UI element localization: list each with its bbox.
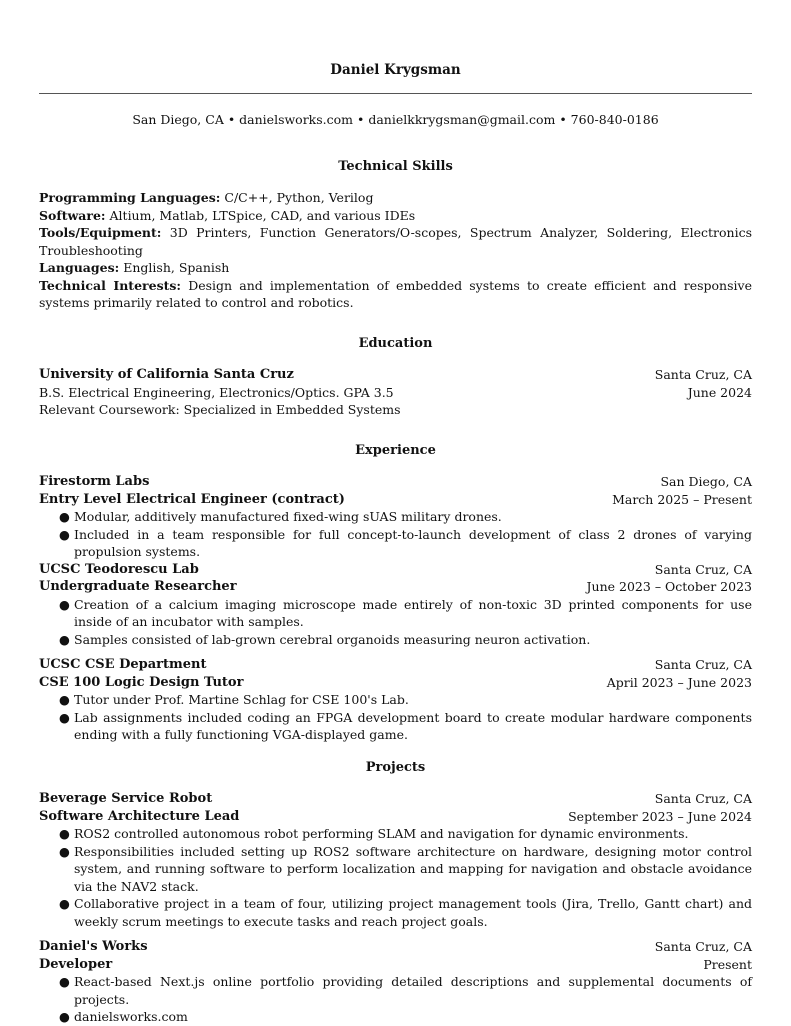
bullet-icon: ● bbox=[59, 896, 70, 911]
bullet-icon: ● bbox=[59, 843, 70, 859]
bullet-item: ● Responsibilities included setting up ROS2 software architecture on hardware, designing motor control system, and running software to perform localization and mapping for navigation and obstacle avoidance via the NAV2 stack. bbox=[59, 843, 752, 894]
experience-entry bbox=[39, 561, 752, 649]
bullet-icon: ● bbox=[59, 974, 70, 989]
skill-label: Technical Interests: bbox=[39, 277, 182, 293]
bullet-list bbox=[39, 508, 752, 561]
project-entry bbox=[39, 790, 752, 930]
school-name: University of California Santa Cruz bbox=[39, 367, 294, 382]
degree: B.S. Electrical Engineering, Electronics/Optics. GPA 3.5 bbox=[39, 384, 394, 400]
skill-line bbox=[39, 259, 752, 277]
bullet-item: ● Tutor under Prof. Martine Schlag for CSE 100's Lab. bbox=[59, 692, 409, 707]
org-location: Santa Cruz, CA bbox=[654, 657, 752, 672]
role-dates: April 2023 – June 2023 bbox=[606, 674, 752, 690]
bullet-icon: ● bbox=[59, 631, 70, 647]
project-dates: September 2023 – June 2024 bbox=[568, 808, 752, 824]
bullet-icon: ● bbox=[59, 509, 70, 524]
school-location: Santa Cruz, CA bbox=[654, 367, 752, 382]
bullet-item: ● ROS2 controlled autonomous robot performing SLAM and navigation for dynamic environments. bbox=[59, 826, 689, 841]
education-heading: Education bbox=[358, 336, 433, 351]
role-dates: March 2025 – Present bbox=[612, 491, 752, 507]
project-location: Santa Cruz, CA bbox=[654, 939, 752, 954]
project-name: Daniel's Works bbox=[39, 939, 148, 954]
role-title: Entry Level Electrical Engineer (contract) bbox=[39, 491, 345, 507]
bullet-item: ● Included in a team responsible for full concept-to-launch development of class 2 drones of varying propulsion systems. bbox=[59, 526, 752, 559]
skill-line bbox=[39, 189, 752, 207]
bullet-icon: ● bbox=[59, 1009, 70, 1024]
contact-line: San Diego, CA • danielsworks.com • danielkkrygsman@gmail.com • 760-840-0186 bbox=[132, 112, 659, 127]
project-name: Beverage Service Robot bbox=[39, 791, 213, 806]
skill-line bbox=[39, 207, 752, 225]
skill-label: Tools/Equipment: bbox=[39, 225, 162, 240]
project-role: Developer bbox=[39, 956, 113, 972]
bullet-icon: ● bbox=[59, 692, 70, 707]
org-name: UCSC Teodorescu Lab bbox=[39, 561, 199, 577]
bullet-list bbox=[39, 691, 752, 744]
bullet-item: ● Creation of a calcium imaging microscope made entirely of non-toxic 3D printed components for use inside of an incubator with samples. bbox=[59, 596, 752, 629]
education-section bbox=[39, 366, 752, 419]
skill-label: Languages: bbox=[39, 260, 120, 275]
bullet-item: ● React-based Next.js online portfolio providing detailed descriptions and supplemental documents of projects. bbox=[59, 974, 752, 1007]
org-location: San Diego, CA bbox=[660, 474, 752, 489]
bullet-item: ● Collaborative project in a team of four, utilizing project management tools (Jira, Trello, Gantt chart) and weekly scrum meetings to execute tasks and reach project goals. bbox=[59, 896, 752, 929]
skill-value: C/C++, Python, Verilog bbox=[224, 190, 374, 205]
role-title: Undergraduate Researcher bbox=[39, 579, 237, 594]
bullet-icon: ● bbox=[59, 596, 70, 612]
experience-heading: Experience bbox=[355, 443, 436, 458]
project-role: Software Architecture Lead bbox=[39, 808, 240, 824]
bullet-icon: ● bbox=[59, 526, 70, 542]
bullet-item bbox=[39, 1008, 752, 1026]
projects-section bbox=[39, 790, 752, 1026]
experience-entry bbox=[39, 656, 752, 744]
experience-entry bbox=[39, 473, 752, 561]
project-location: Santa Cruz, CA bbox=[654, 791, 752, 806]
skill-value: Altium, Matlab, LTSpice, CAD, and various IDEs bbox=[109, 207, 416, 223]
bullet-list bbox=[39, 973, 752, 1026]
org-location: Santa Cruz, CA bbox=[654, 561, 752, 577]
skills-section bbox=[39, 189, 752, 312]
portfolio-link[interactable]: danielsworks.com bbox=[74, 1009, 188, 1024]
role-dates: June 2023 – October 2023 bbox=[586, 579, 752, 594]
skills-heading: Technical Skills bbox=[338, 159, 453, 174]
org-name: UCSC CSE Department bbox=[39, 657, 207, 672]
experience-section bbox=[39, 473, 752, 744]
bullet-list bbox=[39, 596, 752, 649]
skill-value: Design and implementation of embedded systems to create efficient and responsive systems primarily related to control and robotics. bbox=[39, 277, 752, 310]
projects-heading: Projects bbox=[365, 760, 426, 775]
bullet-icon: ● bbox=[59, 709, 70, 725]
skill-line bbox=[39, 277, 752, 312]
skill-value: 3D Printers, Function Generators/O-scopes, Spectrum Analyzer, Soldering, Electronics Troubleshooting bbox=[39, 225, 752, 258]
skill-line bbox=[39, 224, 752, 259]
bullet-item: ● Modular, additively manufactured fixed-wing sUAS military drones. bbox=[59, 509, 502, 524]
skill-label: Programming Languages: bbox=[39, 190, 221, 205]
org-name: Firestorm Labs bbox=[39, 474, 150, 489]
bullet-item: ● Samples consisted of lab-grown cerebral organoids measuring neuron activation. bbox=[59, 631, 591, 647]
graduation-date: June 2024 bbox=[687, 384, 752, 400]
skill-value: English, Spanish bbox=[123, 260, 230, 275]
header-divider bbox=[39, 93, 752, 94]
bullet-item: ● Lab assignments included coding an FPGA development board to create modular hardware components ending with a fully functioning VGA-displayed game. bbox=[59, 709, 752, 742]
bullet-icon: ● bbox=[59, 826, 70, 841]
coursework: Relevant Coursework: Specialized in Embedded Systems bbox=[39, 402, 401, 417]
project-dates: Present bbox=[703, 956, 752, 972]
bullet-list bbox=[39, 825, 752, 930]
role-title: CSE 100 Logic Design Tutor bbox=[39, 674, 244, 690]
resume-name: Daniel Krygsman bbox=[330, 62, 461, 78]
project-entry bbox=[39, 938, 752, 1026]
skill-label: Software: bbox=[39, 207, 106, 223]
